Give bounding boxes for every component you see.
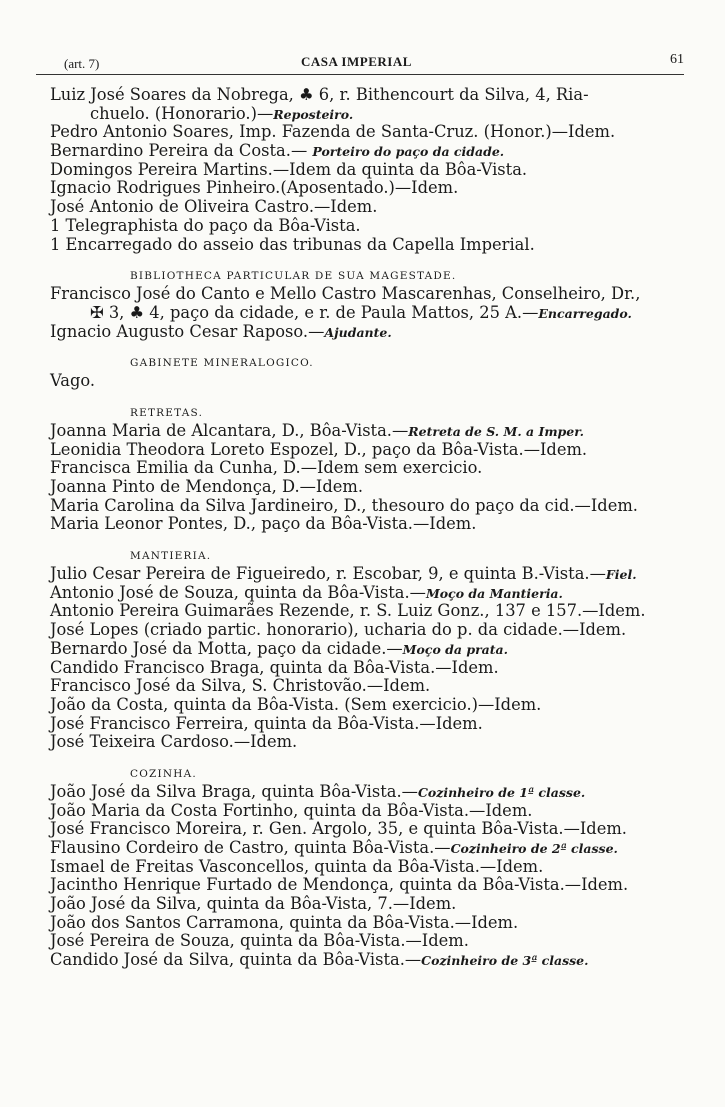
entry-text: chuelo. (Honorario.)— xyxy=(90,103,274,123)
entry-line xyxy=(50,565,690,584)
entry-text: Candido Francisco Braga, quinta da Bôa-Vista.—Idem. xyxy=(50,657,499,677)
entry-line xyxy=(50,179,690,198)
entry-text: Vago. xyxy=(50,371,96,391)
entry-line xyxy=(50,914,690,933)
entry-line xyxy=(50,459,690,478)
entry-text: Ismael de Freitas Vasconcellos, quinta da Bôa-Vista.—Idem. xyxy=(50,856,544,876)
entry-text: Flausino Cordeiro de Castro, quinta Bôa-Vista.— xyxy=(50,838,451,857)
section-heading: COZINHA. xyxy=(130,767,197,780)
entry-line xyxy=(50,733,690,752)
entry-text: José Lopes (criado partic. honorario), ucharia do p. da cidade.—Idem. xyxy=(50,620,627,640)
entry-line xyxy=(50,497,690,516)
entry-line xyxy=(50,236,690,255)
entry-text: José Pereira de Souza, quinta da Bôa-Vista.—Idem. xyxy=(50,931,469,951)
entry-line xyxy=(50,217,690,236)
entry-text: Joanna Maria de Alcantara, D., Bôa-Vista.— xyxy=(50,420,409,440)
section-heading: MANTIERIA. xyxy=(130,550,212,563)
entry-line xyxy=(50,323,690,342)
entry-text: João da Costa, quinta da Bôa-Vista. (Sem exercicio.)—Idem. xyxy=(50,694,542,714)
entry-role: Fiel. xyxy=(605,567,637,583)
entry-line xyxy=(50,876,690,895)
entry-line xyxy=(50,441,690,460)
running-header xyxy=(36,48,684,75)
entry-text: João José da Silva, quinta da Bôa-Vista, 7.—Idem. xyxy=(50,894,457,914)
entry-text: Jacintho Henrique Furtado de Mendonça, quinta da Bôa-Vista.—Idem. xyxy=(50,875,629,895)
entry-line xyxy=(50,584,690,603)
entry-line xyxy=(50,372,690,391)
section-heading: BIBLIOTHECA PARTICULAR DE SUA MAGESTADE. xyxy=(130,270,457,283)
entry-role: Encarregado. xyxy=(538,305,632,321)
entry-text: João José da Silva Braga, quinta Bôa-Vista.— xyxy=(50,781,418,801)
entry-text: Bernardo José da Motta, paço da cidade.— xyxy=(50,638,403,658)
entry-text: José Francisco Moreira, r. Gen. Argolo, 35, e quinta Bôa-Vista.—Idem. xyxy=(50,819,627,839)
entry-line xyxy=(50,783,690,802)
entry-line xyxy=(50,696,690,715)
entry-text: Maria Carolina da Silva Jardineiro, D., thesouro do paço da cid.—Idem. xyxy=(50,495,638,515)
entry-text: Joanna Pinto de Mendonça, D.—Idem. xyxy=(50,477,364,496)
page-number: 61 xyxy=(670,52,684,67)
entry-line xyxy=(50,640,690,659)
entry-line xyxy=(50,951,690,970)
entry-line xyxy=(50,422,690,441)
entry-line xyxy=(50,285,690,304)
page-body xyxy=(50,86,690,970)
entry-text: Ignacio Augusto Cesar Raposo.— xyxy=(50,321,325,341)
entry-line xyxy=(50,142,690,161)
entry-text: Candido José da Silva, quinta da Bôa-Vista.— xyxy=(50,950,422,970)
article-reference: (art. 7) xyxy=(64,56,100,71)
entry-line xyxy=(50,621,690,640)
entry-line xyxy=(50,478,690,497)
entry-text: Francisca Emilia da Cunha, D.—Idem sem exercicio. xyxy=(50,458,483,478)
entry-text: José Francisco Ferreira, quinta da Bôa-Vista.—Idem. xyxy=(50,713,483,733)
entry-text: Leonidia Theodora Loreto Espozel, D., paço da Bôa-Vista.—Idem. xyxy=(50,439,588,459)
entry-line xyxy=(50,715,690,734)
entry-line xyxy=(50,304,690,323)
entry-text: Luiz José Soares da Nobrega, ♣ 6, r. Bithencourt da Silva, 4, Ria- xyxy=(50,85,589,104)
entry-text: Antonio Pereira Guimarães Rezende, r. S. Luiz Gonz., 137 e 157.—Idem. xyxy=(50,601,646,621)
entry-line xyxy=(50,839,690,858)
entry-text: José Teixeira Cardoso.—Idem. xyxy=(50,732,298,752)
entry-text: ✠ 3, ♣ 4, paço da cidade, e r. de Paula Mattos, 25 A.— xyxy=(90,302,539,322)
entry-text: João dos Santos Carramona, quinta da Bôa-Vista.—Idem. xyxy=(50,912,519,932)
entry-text: Domingos Pereira Martins.—Idem da quinta da Bôa-Vista. xyxy=(50,159,528,179)
section-heading: GABINETE MINERALOGICO. xyxy=(130,357,314,370)
entry-text: Julio Cesar Pereira de Figueiredo, r. Escobar, 9, e quinta B.-Vista.— xyxy=(50,564,606,584)
entry-role: Retreta de S. M. a Imper. xyxy=(408,423,585,439)
entry-text: Bernardino Pereira da Costa.— xyxy=(50,141,313,161)
entry-line xyxy=(50,659,690,678)
entry-line xyxy=(50,858,690,877)
entry-role: Ajudante. xyxy=(324,324,392,340)
entry-line xyxy=(50,820,690,839)
section-heading: RETRETAS. xyxy=(130,406,204,419)
entry-text: Pedro Antonio Soares, Imp. Fazenda de Santa-Cruz. (Honor.)—Idem. xyxy=(50,122,616,142)
entry-line xyxy=(50,932,690,951)
entry-line xyxy=(50,602,690,621)
entry-text: Antonio José de Souza, quinta da Bôa-Vista.— xyxy=(50,582,426,602)
entry-text: 1 Telegraphista do paço da Bôa-Vista. xyxy=(50,215,361,235)
entry-line xyxy=(50,802,690,821)
running-title: CASA IMPERIAL xyxy=(301,54,412,69)
entry-role: Reposteiro. xyxy=(273,106,354,122)
entry-text: Francisco José da Silva, S. Christovão.—Idem. xyxy=(50,676,431,696)
entry-line xyxy=(50,123,690,142)
entry-text: João Maria da Costa Fortinho, quinta da Bôa-Vista.—Idem. xyxy=(50,800,533,820)
entry-role: Cozinheiro de 2ª classe. xyxy=(450,841,618,856)
entry-line xyxy=(50,161,690,180)
entry-role: Moço da Mantieria. xyxy=(425,585,563,601)
entry-role: Moço da prata. xyxy=(402,641,508,657)
entry-line xyxy=(50,105,690,124)
entry-line xyxy=(50,86,690,105)
entry-text: 1 Encarregado do asseio das tribunas da Capella Imperial. xyxy=(50,234,535,254)
entry-text: Ignacio Rodrigues Pinheiro.(Aposentado.)—Idem. xyxy=(50,178,459,198)
entry-role: Porteiro do paço da cidade. xyxy=(312,144,505,160)
entry-line xyxy=(50,895,690,914)
entry-text: Francisco José do Canto e Mello Castro Mascarenhas, Conselheiro, Dr., xyxy=(50,284,641,304)
entry-line xyxy=(50,677,690,696)
entry-line xyxy=(50,198,690,217)
entry-text: José Antonio de Oliveira Castro.—Idem. xyxy=(50,197,378,217)
entry-role: Cozinheiro de 3ª classe. xyxy=(421,953,589,969)
entry-role: Cozinheiro de 1ª classe. xyxy=(417,784,586,800)
entry-text: Maria Leonor Pontes, D., paço da Bôa-Vista.—Idem. xyxy=(50,514,477,534)
entry-line xyxy=(50,515,690,534)
